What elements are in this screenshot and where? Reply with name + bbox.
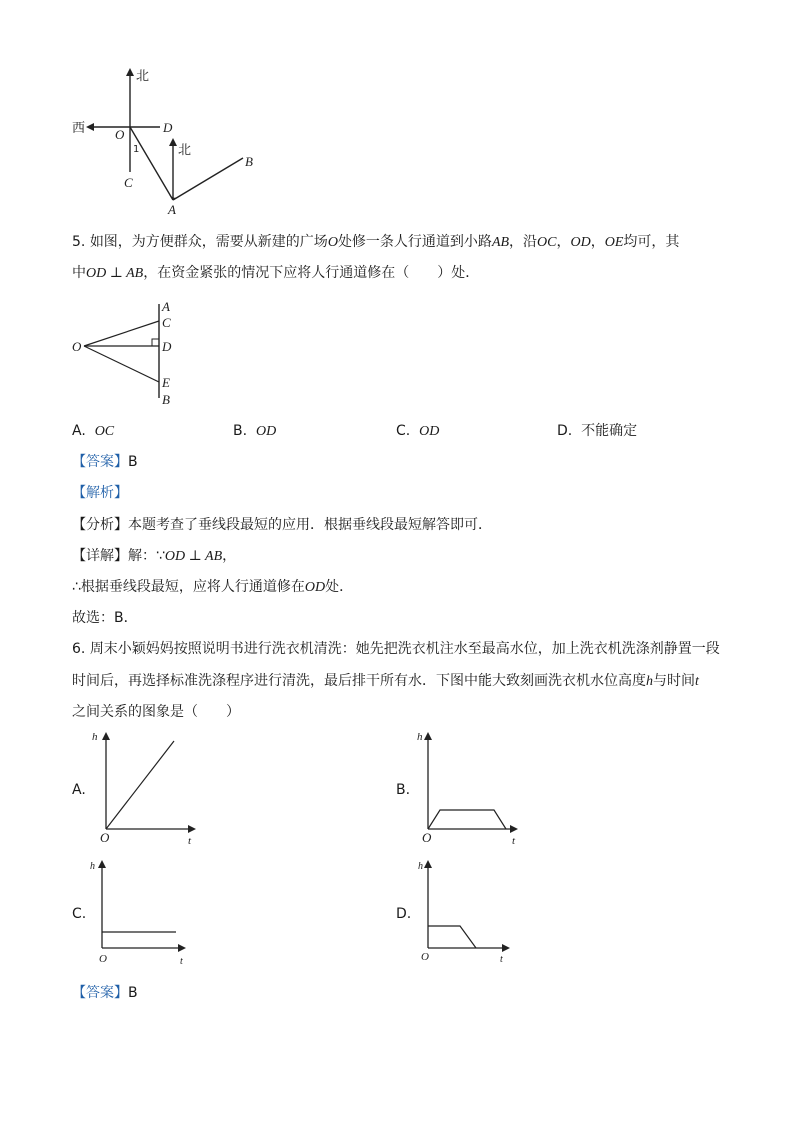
- q5-answer-value: B: [128, 454, 138, 470]
- axis-h-label: h: [90, 861, 95, 872]
- q5-line2: [72, 263, 479, 284]
- q6-line3: 之间关系的图象是（ ）: [72, 704, 240, 720]
- q5-label-C: C: [162, 315, 171, 330]
- q5-option-D: D. 不能确定: [557, 423, 638, 439]
- segment-AB: [173, 158, 243, 200]
- label-west: 西: [72, 121, 86, 136]
- q5-answer: [72, 452, 138, 472]
- origin-label: O: [421, 951, 429, 963]
- q5-line1: [72, 232, 679, 253]
- q5-therefore-b: 处．: [325, 579, 354, 595]
- axis-h-label: h: [92, 731, 98, 743]
- graph-line: [428, 926, 476, 948]
- q5-text-e: ，: [590, 234, 605, 250]
- q5-label-A: A: [162, 299, 170, 314]
- q5-detail: [72, 546, 236, 567]
- q6-answer: [72, 983, 138, 1003]
- graph-line: [106, 741, 174, 829]
- q5-detail-cond: OD ⊥ AB: [164, 549, 223, 564]
- q5-text-b: 处修一条人行通道到小路: [337, 234, 492, 250]
- q6-answer-tag: 【答案】: [72, 985, 128, 1001]
- label-A: A: [168, 202, 176, 217]
- q6-line2: [72, 671, 699, 692]
- q6-var-h: h: [646, 674, 653, 689]
- label-angle-1: 1: [133, 144, 140, 155]
- segment-OC: [84, 321, 159, 346]
- label-O: O: [115, 127, 125, 142]
- q5-therefore-OD: OD: [304, 580, 326, 595]
- q6-option-A-letter: A.: [72, 782, 86, 798]
- axis-t-label: t: [188, 835, 192, 847]
- origin-label: O: [100, 830, 110, 845]
- axis-t-label: t: [500, 954, 503, 965]
- axis-h-label: h: [418, 861, 423, 872]
- label-north-2: 北: [178, 143, 192, 158]
- label-north: 北: [136, 69, 150, 84]
- q5-therefore-a: ∴根据垂线段最短，应将人行通道修在: [72, 579, 305, 595]
- right-angle-mark: [152, 339, 159, 346]
- q5-number: 5.: [72, 234, 86, 250]
- q5-label-E: E: [162, 375, 170, 390]
- axis-t-label: t: [180, 956, 183, 967]
- axis-t-label: t: [512, 835, 516, 847]
- q5-diagram: [62, 296, 192, 412]
- q5-option-B: B. OD: [233, 423, 277, 439]
- segment-OA: [130, 127, 173, 200]
- q5-text-d: ，: [556, 234, 571, 250]
- compass-diagram: [60, 62, 280, 222]
- q6-text-2b: 与时间: [653, 673, 695, 689]
- q6-graph-A: [88, 726, 208, 848]
- q6-line1: [72, 639, 720, 659]
- axis-h-label: h: [417, 731, 423, 743]
- q6-text-1: 周末小颖妈妈按照说明书进行洗衣机清洗：她先把洗衣机注水至最高水位，加上洗衣机洗涤剂静置一段: [89, 641, 720, 657]
- q5-road-AB: AB: [491, 235, 510, 250]
- label-C: C: [124, 175, 133, 190]
- q5-detail-a: 解：∵: [128, 548, 165, 564]
- q5-analysis: [72, 483, 128, 503]
- q5-option-C: C. OD: [396, 423, 440, 439]
- q6-text-2a: 时间后，再选择标准洗涤程序进行清洗，最后排干所有水．下图中能大致刻画洗衣机水位高度: [72, 673, 646, 689]
- q6-option-C-letter: C.: [72, 906, 87, 922]
- label-D: D: [163, 120, 173, 135]
- q5-point-O: O: [327, 235, 338, 250]
- q6-option-B-letter: B.: [396, 782, 411, 798]
- q5-fenxi-text: 本题考查了垂线段最短的应用．根据垂线段最短解答即可．: [128, 517, 492, 533]
- q5-choose: 故选：B．: [72, 610, 138, 626]
- q5-option-A: A. OC: [72, 423, 115, 439]
- q5-fenxi-tag: 【分析】: [72, 517, 128, 533]
- q5-therefore: [72, 577, 353, 598]
- q5-condition: OD ⊥ AB: [86, 266, 144, 281]
- q6-option-D-letter: D.: [396, 906, 412, 922]
- q6-graph-C: [88, 852, 208, 974]
- q5-question: ，在资金紧张的情况下应将人行通道修在（ ）处．: [143, 265, 480, 281]
- q5-text-c: ，沿: [509, 234, 538, 250]
- origin-label: O: [422, 830, 432, 845]
- q6-graph-B: [410, 726, 530, 848]
- q5-label-D: D: [162, 339, 172, 354]
- q5-label-O: O: [72, 339, 82, 354]
- segment-OE: [84, 346, 159, 382]
- q5-answer-tag: 【答案】: [72, 454, 128, 470]
- q5-detail-b: ，: [222, 548, 237, 564]
- q6-var-t: t: [695, 674, 699, 689]
- q5-seg-OC: OC: [537, 235, 557, 250]
- q6-answer-value: B: [128, 985, 138, 1001]
- q6-number: 6.: [72, 641, 86, 657]
- q6-graph-D: [412, 852, 532, 974]
- q5-text-a: 如图，为方便群众，需要从新建的广场: [89, 234, 328, 250]
- q5-fenxi: [72, 515, 492, 535]
- q5-text-zhong: 中: [72, 265, 86, 281]
- q5-detail-tag: 【详解】: [72, 548, 128, 564]
- q5-seg-OD: OD: [570, 235, 591, 250]
- q5-text-f: 均可，其: [623, 234, 680, 250]
- q5-label-B: B: [162, 392, 170, 407]
- label-B: B: [245, 154, 253, 169]
- q5-analysis-tag: 【解析】: [72, 485, 128, 501]
- graph-line: [428, 810, 506, 829]
- origin-label: O: [99, 953, 107, 965]
- q5-seg-OE: OE: [604, 235, 624, 250]
